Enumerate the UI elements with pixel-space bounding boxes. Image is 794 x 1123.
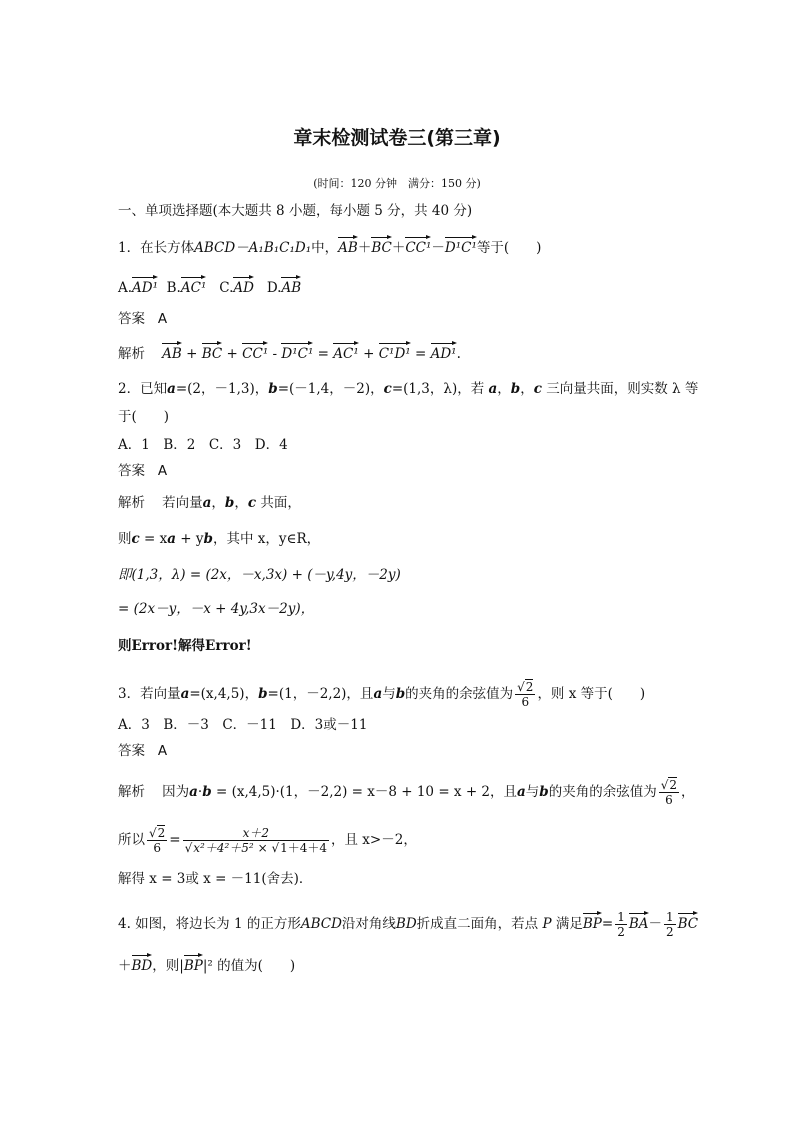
- section-heading: 一、单项选择题(本大题共 8 小题，每小题 5 分，共 40 分): [118, 203, 473, 219]
- fraction: $\frac{√2}{6}$: [149, 826, 166, 855]
- question-3: 3．若向量a=(x,4,5)，b=(1，－2,2)，且a与b的夹角的余弦值为 $\frac{√2}{6}$ ，则 x 等于( ): [118, 680, 646, 709]
- exam-info: (时间：120 分钟 满分：150 分): [313, 177, 481, 190]
- solid-name: ABCD－A₁B₁C₁D₁: [194, 240, 312, 256]
- fraction: $\frac{√2}{6}$: [660, 778, 678, 807]
- vector: D¹C¹: [281, 340, 313, 363]
- vector: AB: [338, 234, 358, 257]
- vector: CC¹: [405, 234, 431, 257]
- vector: BP: [184, 952, 203, 975]
- analysis-2-line4: = (2x－y，－x + 4y,3x－2y)，: [118, 601, 315, 617]
- answer-1: 答案 A: [118, 311, 168, 327]
- vector: CC¹: [242, 340, 268, 363]
- vector: BA: [629, 910, 649, 933]
- vector: C¹D¹: [379, 340, 411, 363]
- analysis-2-line3: 即(1,3，λ) = (2x，－x,3x) + (－y,4y，－2y): [118, 567, 401, 583]
- question-3-options: A．3 B．－3 C．－11 D．3或－11: [118, 717, 368, 733]
- analysis-3-line1: 解析 因为a·b = (x,4,5)·(1，－2,2) = x－8 + 10 = x + 2，且a与b的夹角的余弦值为 $\frac{√2}{6}$ ，: [118, 778, 695, 807]
- question-2-options: A．1 B．2 C．3 D．4: [118, 437, 288, 453]
- vector: AC¹: [333, 340, 359, 363]
- vector: AC¹: [181, 274, 207, 297]
- fraction: $\frac{1}{2}$: [617, 910, 625, 939]
- answer-3: 答案 A: [118, 743, 168, 759]
- vector: AD¹: [431, 340, 457, 363]
- answer-2: 答案 A: [118, 463, 168, 479]
- analysis-2-line1: 解析 若向量a，b，c 共面，: [118, 495, 301, 511]
- analysis-2-line5: 则Error!解得Error!: [118, 638, 252, 654]
- vector: BC: [371, 234, 392, 257]
- fraction: $\frac{√2}{6}$: [517, 680, 534, 709]
- vector: D¹C¹: [445, 234, 477, 257]
- analysis-2-line2: 则c = xa + yb，其中 x，y∈R，: [118, 531, 321, 547]
- question-1-options: A.AD¹ B.AC¹ C.AD D.AB: [118, 274, 301, 297]
- vector: BP: [583, 910, 602, 933]
- question-4-cont: ＋BD，则|BP|² 的值为( ): [118, 952, 295, 975]
- vector: AB: [162, 340, 182, 363]
- fraction: $\frac{x+2}{\text{√x²＋4²＋5² × √1＋4＋4}}$: [184, 826, 328, 855]
- analysis-3-line3: 解得 x = 3或 x = －11(舍去)．: [118, 871, 313, 887]
- vector: BC: [202, 340, 223, 363]
- vector: BD: [132, 952, 153, 975]
- vector: AD¹: [132, 274, 158, 297]
- question-2: 2．已知a=(2，－1,3)，b=(－1,4，－2)，c=(1,3，λ)，若 a，b，c 三向量共面，则实数 λ 等: [118, 381, 699, 397]
- vector: BC: [678, 910, 699, 933]
- question-2-cont: 于( ): [118, 409, 170, 425]
- page-title: 章末检测试卷三(第三章): [293, 127, 501, 149]
- analysis-3-line2: 所以 $\frac{√2}{6}$ = $\frac{x+2}{\text{√x²＋4²＋5² × √1＋4＋4}}$ ，且 x>－2，: [118, 826, 417, 855]
- vector: AB: [281, 274, 301, 297]
- question-4: 4. 如图，将边长为 1 的正方形ABCD沿对角线BD折成直二面角，若点 P 满足BP= $\frac{1}{2}$ BA－ $\frac{1}{2}$ BC: [118, 910, 699, 939]
- question-1: 1．在长方体ABCD－A₁B₁C₁D₁中，AB＋BC＋CC¹－D¹C¹等于( ): [118, 234, 541, 257]
- analysis-1: 解析 AB + BC + CC¹ - D¹C¹ = AC¹ + C¹D¹ = AD¹.: [118, 340, 461, 363]
- vector: AD: [233, 274, 254, 297]
- fraction: $\frac{1}{2}$: [666, 910, 674, 939]
